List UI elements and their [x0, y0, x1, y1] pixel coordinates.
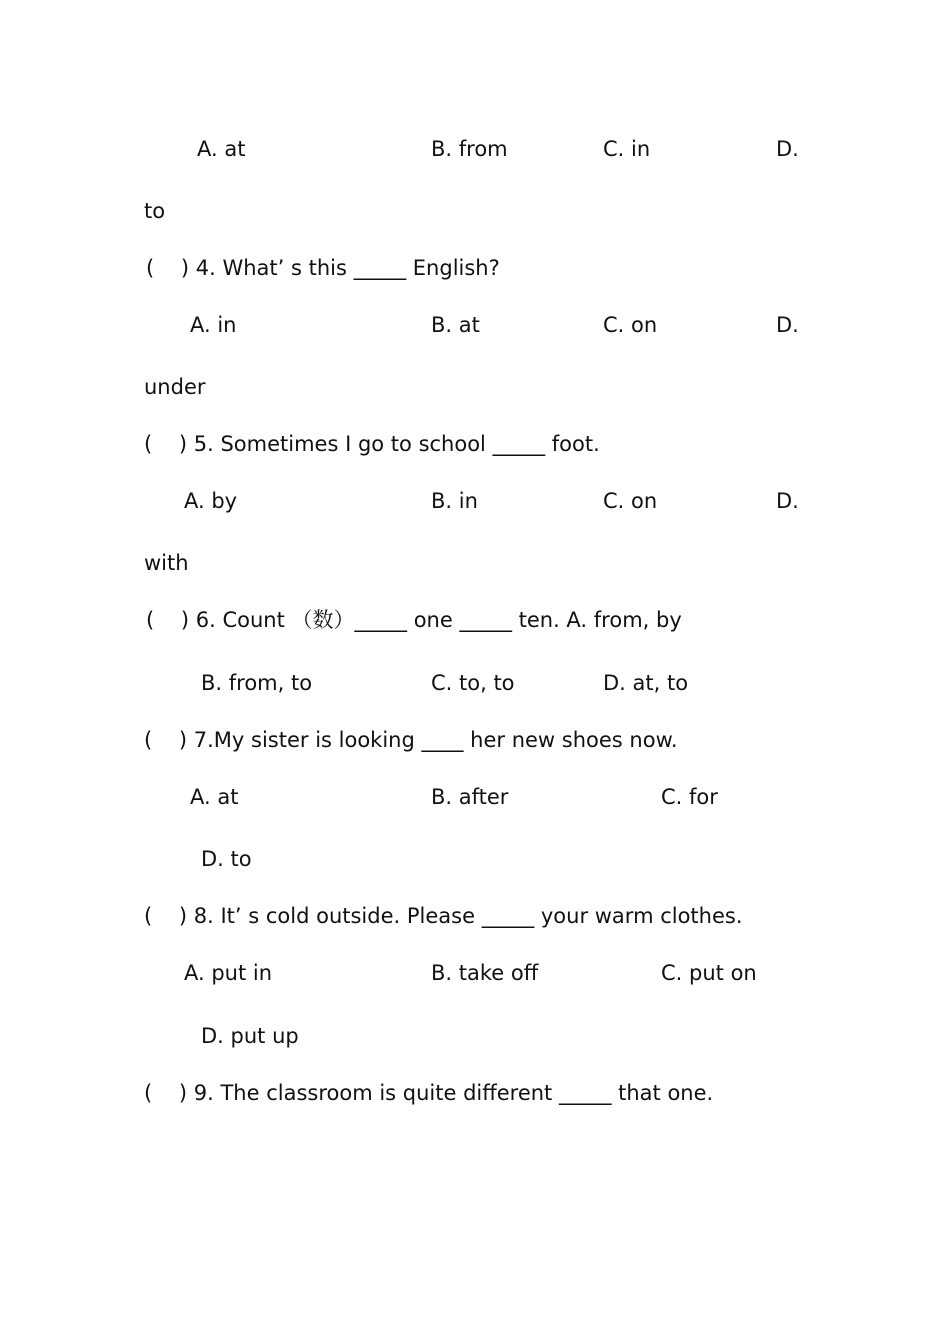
q8-option-c: C. put on [661, 961, 757, 985]
question-6: ( ) 6. Count （数）_____ one _____ ten. A. from, by [146, 608, 682, 632]
q8-option-d: D. put up [201, 1024, 299, 1048]
q6-option-b: B. from, to [201, 671, 313, 695]
q7-option-b: B. after [431, 785, 509, 809]
question-7: ( ) 7.My sister is looking ____ her new shoes now. [144, 728, 678, 752]
q3-option-d-cont: to [144, 199, 166, 223]
q4-option-d-cont: under [144, 375, 206, 399]
q4-option-a: A. in [190, 313, 237, 337]
q7-option-a: A. at [190, 785, 239, 809]
q7-option-c: C. for [661, 785, 718, 809]
q3-option-d: D. [776, 137, 799, 161]
q4-option-c: C. on [603, 313, 658, 337]
q8-option-b: B. take off [431, 961, 539, 985]
q3-option-c: C. in [603, 137, 651, 161]
q5-option-d: D. [776, 489, 799, 513]
q4-option-d: D. [776, 313, 799, 337]
q7-option-d: D. to [201, 847, 252, 871]
q4-option-b: B. at [431, 313, 480, 337]
q5-option-a: A. by [184, 489, 238, 513]
q5-option-c: C. on [603, 489, 658, 513]
question-8: ( ) 8. It’ s cold outside. Please _____ your warm clothes. [144, 904, 743, 928]
question-4: ( ) 4. What’ s this _____ English? [146, 256, 500, 280]
q8-option-a: A. put in [184, 961, 273, 985]
q6-option-c: C. to, to [431, 671, 515, 695]
q3-option-a: A. at [197, 137, 246, 161]
question-9: ( ) 9. The classroom is quite different _____ that one. [144, 1081, 714, 1105]
q5-option-d-cont: with [144, 551, 189, 575]
q6-option-d: D. at, to [603, 671, 689, 695]
q3-option-b: B. from [431, 137, 508, 161]
question-5: ( ) 5. Sometimes I go to school _____ foot. [144, 432, 600, 456]
q5-option-b: B. in [431, 489, 478, 513]
